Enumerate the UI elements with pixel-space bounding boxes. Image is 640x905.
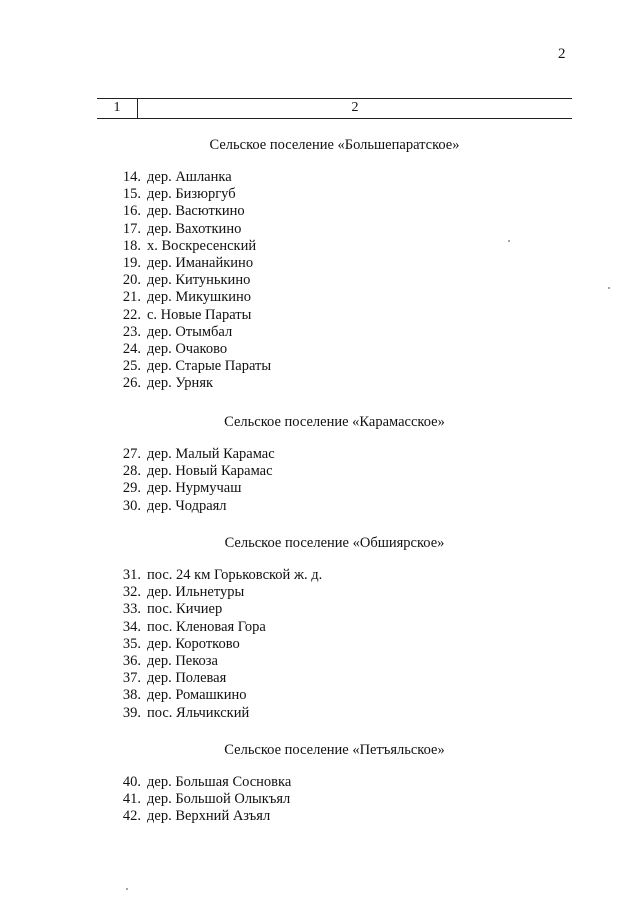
page-number: 2 [558, 46, 566, 62]
list-item: 29. дер. Нурмучаш [122, 480, 242, 497]
list-item: 31. пос. 24 км Горьковской ж. д. [122, 567, 323, 583]
list-item: 18. х. Воскресенский [122, 237, 257, 254]
list-item: 33. пос. Кичиер [122, 601, 223, 618]
list-item: 30. дер. Чодраял [122, 497, 227, 514]
table-column-header [97, 98, 572, 119]
list-item: 20. дер. Китунькино [122, 272, 251, 289]
section-title: Сельское поселение «Карамасское» [224, 414, 445, 430]
list-item: 34. пос. Кленовая Гора [122, 618, 266, 635]
list-item: 28. дер. Новый Карамас [122, 463, 273, 480]
list-item: 16. дер. Васюткино [122, 203, 245, 220]
list-item: 41. дер. Большой Олыкъял [122, 791, 291, 808]
scan-speck [126, 888, 128, 890]
section-karamasskoe [97, 413, 572, 515]
list-item: 35. дер. Коротково [122, 635, 240, 652]
list-item: 24. дер. Очаково [122, 340, 228, 357]
settlement-list [97, 774, 572, 826]
list-item: 21. дер. Микушкино [122, 289, 252, 306]
settlement-list [97, 446, 572, 515]
column-1-header: 1 [113, 100, 121, 115]
list-item: 14. дер. Ашланка [122, 169, 232, 185]
settlement-list [97, 567, 572, 722]
settlement-list [97, 169, 572, 392]
section-title: Сельское поселение «Большепаратское» [209, 137, 460, 153]
list-item: 15. дер. Бизюргуб [122, 186, 236, 203]
column-2-header: 2 [351, 100, 359, 115]
section-title: Сельское поселение «Обшиярское» [224, 535, 445, 551]
list-item: 42. дер. Верхний Азъял [122, 808, 271, 825]
list-item: 17. дер. Вахоткино [122, 220, 242, 237]
list-item: 38. дер. Ромашкино [122, 687, 247, 704]
section-petyalskoe [97, 741, 572, 826]
scan-speck [508, 240, 510, 242]
list-item: 36. дер. Пекоза [122, 652, 218, 669]
list-item: 19. дер. Иманайкино [122, 254, 254, 271]
list-item: 27. дер. Малый Карамас [122, 446, 275, 462]
section-title: Сельское поселение «Петъяльское» [224, 742, 445, 758]
list-item: 32. дер. Ильнетуры [122, 584, 245, 601]
scan-speck [608, 287, 610, 289]
list-item: 26. дер. Урняк [122, 375, 214, 392]
list-item: 25. дер. Старые Параты [122, 358, 272, 375]
list-item: 39. пос. Яльчикский [122, 704, 250, 721]
list-item: 37. дер. Полевая [122, 670, 227, 687]
section-obshiyarskoe [97, 534, 572, 722]
section-bolsheparatskoe [97, 136, 572, 392]
list-item: 22. с. Новые Параты [122, 306, 252, 323]
list-item: 40. дер. Большая Сосновка [122, 774, 292, 790]
list-item: 23. дер. Отымбал [122, 323, 233, 340]
